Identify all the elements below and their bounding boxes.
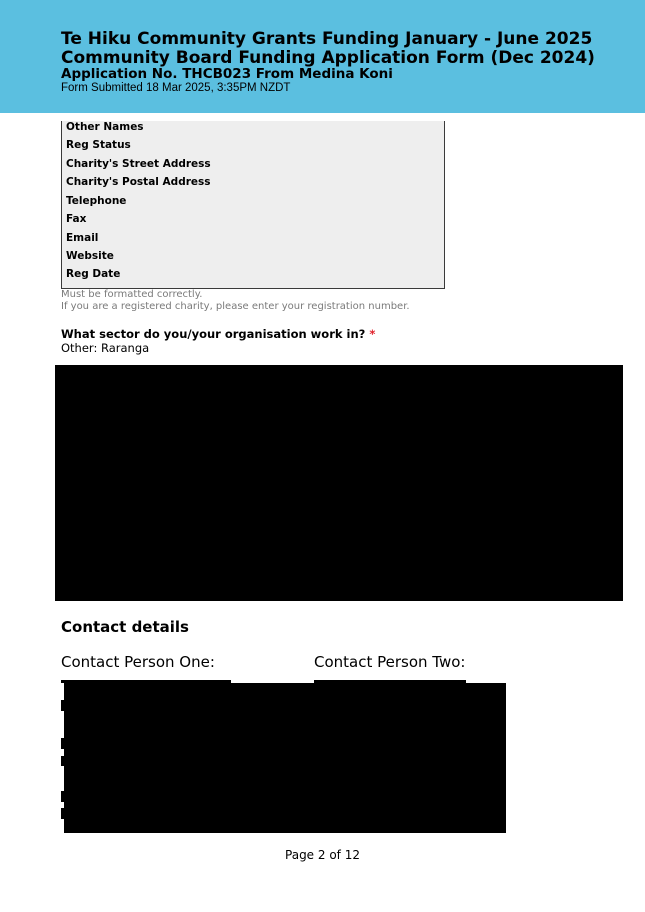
charity-field-reg-date: Reg Date [66, 268, 121, 280]
charity-field-website: Website [66, 250, 114, 262]
charity-field-postal-address: Charity's Postal Address [66, 176, 211, 188]
application-number: Application No. THCB023 From Medina Koni [61, 66, 393, 82]
page-header [0, 0, 645, 113]
contact-person-two-label: Contact Person Two: [314, 653, 466, 671]
sector-question [61, 327, 375, 341]
submitted-date: Form Submitted 18 Mar 2025, 3:35PM NZDT [61, 82, 291, 94]
sector-question-label: What sector do you/your organisation work in? [61, 327, 366, 341]
charity-field-telephone: Telephone [66, 195, 127, 207]
charity-details-box [61, 121, 445, 289]
contact-redaction-block [64, 683, 506, 833]
charity-help-text: If you are a registered charity, please enter your registration number. [61, 301, 410, 312]
redaction-block [55, 365, 623, 601]
contact-person-one-label: Contact Person One: [61, 653, 215, 671]
format-help-text: Must be formatted correctly. [61, 289, 203, 300]
charity-field-fax: Fax [66, 213, 87, 225]
sector-answer: Other: Raranga [61, 341, 150, 355]
contact-details-heading: Contact details [61, 618, 189, 636]
charity-field-street-address: Charity's Street Address [66, 158, 211, 170]
page-number: Page 2 of 12 [285, 848, 360, 862]
fund-title: Te Hiku Community Grants Funding January - June 2025 [61, 29, 593, 49]
form-title: Community Board Funding Application Form (Dec 2024) [61, 48, 595, 68]
charity-field-email: Email [66, 232, 99, 244]
charity-field-other-names: Other Names [66, 121, 144, 133]
charity-field-reg-status: Reg Status [66, 139, 131, 151]
required-marker: * [369, 327, 376, 341]
